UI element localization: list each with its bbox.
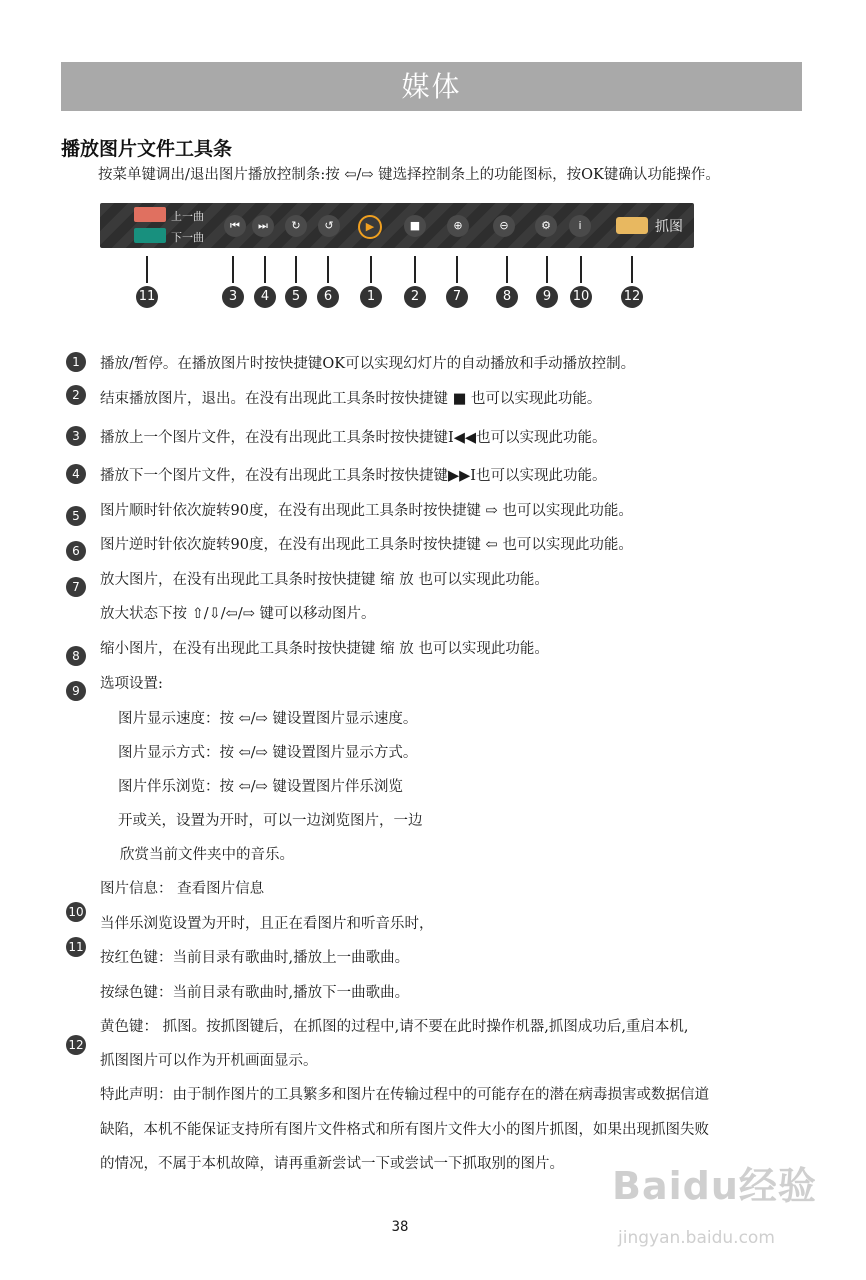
yellow-key-swatch: [616, 217, 648, 234]
item-text: 播放上一个图片文件，在没有出现此工具条时按快捷键I◀◀也可以实现此功能。: [100, 430, 607, 446]
callout-number: 9: [536, 286, 558, 308]
callout-tick: [327, 256, 329, 283]
callout-tick: [295, 256, 297, 283]
item-bullet: 9: [66, 681, 86, 701]
item-text: 抓图图片可以作为开机画面显示。: [100, 1053, 318, 1069]
disclaimer-line: 的情况，不属于本机故障，请再重新尝试一下或尝试一下抓取别的图片。: [100, 1156, 564, 1172]
item-text: 图片顺时针依次旋转90度，在没有出现此工具条时按快捷键 ⇨ 也可以实现此功能。: [100, 503, 633, 519]
red-key-swatch: [134, 207, 166, 222]
item-text: 放大状态下按 ⇧/⇩/⇦/⇨ 键可以移动图片。: [100, 606, 376, 622]
callout-tick: [506, 256, 508, 283]
prev-file-icon: ⏮: [224, 215, 246, 237]
green-key-swatch: [134, 228, 166, 243]
item-text: 按红色键：当前目录有歌曲时,播放上一曲歌曲。: [100, 950, 410, 966]
play-pause-icon: ▶: [358, 215, 382, 239]
item-text: 黄色键： 抓图。按抓图键后，在抓图的过程中,请不要在此时操作机器,抓图成功后,重启本机,: [100, 1019, 689, 1035]
callout-number: 5: [285, 286, 307, 308]
callout-number: 7: [446, 286, 468, 308]
baidu-watermark-url: jingyan.baidu.com: [618, 1228, 775, 1248]
option-line: 开或关，设置为开时，可以一边浏览图片，一边: [118, 813, 423, 829]
intro-text: 按菜单键调出/退出图片播放控制条:按 ⇦/⇨ 键选择控制条上的功能图标，按OK键确认功能操作。: [98, 167, 720, 183]
callout-tick: [580, 256, 582, 283]
item-text: 按绿色键：当前目录有歌曲时,播放下一曲歌曲。: [100, 985, 410, 1001]
item-bullet: 4: [66, 464, 86, 484]
callout-number: 12: [621, 286, 643, 308]
item-text: 图片逆时针依次旋转90度，在没有出现此工具条时按快捷键 ⇦ 也可以实现此功能。: [100, 537, 633, 553]
callout-number: 3: [222, 286, 244, 308]
item-text: 当伴乐浏览设置为开时，且正在看图片和听音乐时，: [100, 916, 434, 932]
callout-number: 6: [317, 286, 339, 308]
callout-number: 4: [254, 286, 276, 308]
item-text: 图片信息： 查看图片信息: [100, 881, 265, 897]
callout-tick: [146, 256, 148, 283]
item-text: 缩小图片，在没有出现此工具条时按快捷键 缩 放 也可以实现此功能。: [100, 641, 549, 657]
baidu-watermark-logo: Baidu经验: [612, 1164, 817, 1208]
item-bullet: 7: [66, 577, 86, 597]
grab-label: 抓图: [655, 219, 683, 235]
disclaimer-line: 缺陷，本机不能保证支持所有图片文件格式和所有图片文件大小的图片抓图，如果出现抓图失败: [100, 1122, 709, 1138]
item-text: 结束播放图片，退出。在没有出现此工具条时按快捷键 ■ 也可以实现此功能。: [100, 391, 602, 407]
item-bullet: 6: [66, 541, 86, 561]
info-icon: i: [569, 215, 591, 237]
callout-number: 10: [570, 286, 592, 308]
item-bullet: 12: [66, 1035, 86, 1055]
page-number: 38: [391, 1219, 409, 1235]
callout-tick: [456, 256, 458, 283]
callout-number: 8: [496, 286, 518, 308]
item-bullet: 8: [66, 646, 86, 666]
callout-tick: [631, 256, 633, 283]
item-text: 播放下一个图片文件，在没有出现此工具条时按快捷键▶▶I也可以实现此功能。: [100, 468, 607, 484]
section-heading: 播放图片文件工具条: [61, 138, 233, 160]
option-line: 欣赏当前文件夹中的音乐。: [120, 847, 294, 863]
option-line: 图片显示速度：按 ⇦/⇨ 键设置图片显示速度。: [118, 711, 418, 727]
prev-track-label: 上一曲: [171, 210, 204, 223]
stop-icon: ■: [404, 215, 426, 237]
callout-number: 11: [136, 286, 158, 308]
callout-number: 2: [404, 286, 426, 308]
settings-gear-icon: ⚙: [535, 215, 557, 237]
callout-tick: [370, 256, 372, 283]
zoom-out-icon: ⊖: [493, 215, 515, 237]
item-text: 选项设置:: [100, 676, 163, 692]
option-line: 图片伴乐浏览：按 ⇦/⇨ 键设置图片伴乐浏览: [118, 779, 403, 795]
callout-tick: [232, 256, 234, 283]
rotate-clockwise-icon: ↻: [285, 215, 307, 237]
next-file-icon: ⏭: [252, 215, 274, 237]
callout-tick: [414, 256, 416, 283]
item-text: 播放/暂停。在播放图片时按快捷键OK可以实现幻灯片的自动播放和手动播放控制。: [100, 356, 636, 372]
callout-number: 1: [360, 286, 382, 308]
page-title-banner: 媒体: [61, 62, 802, 111]
disclaimer-line: 特此声明：由于制作图片的工具繁多和图片在传输过程中的可能存在的潜在病毒损害或数据信道: [100, 1087, 709, 1103]
callout-tick: [546, 256, 548, 283]
zoom-in-icon: ⊕: [447, 215, 469, 237]
item-bullet: 1: [66, 352, 86, 372]
item-bullet: 3: [66, 426, 86, 446]
item-bullet: 10: [66, 902, 86, 922]
callout-tick: [264, 256, 266, 283]
item-bullet: 11: [66, 937, 86, 957]
item-text: 放大图片，在没有出现此工具条时按快捷键 缩 放 也可以实现此功能。: [100, 572, 549, 588]
option-line: 图片显示方式：按 ⇦/⇨ 键设置图片显示方式。: [118, 745, 418, 761]
rotate-counterclockwise-icon: ↺: [318, 215, 340, 237]
next-track-label: 下一曲: [171, 231, 204, 244]
item-bullet: 2: [66, 385, 86, 405]
item-bullet: 5: [66, 506, 86, 526]
